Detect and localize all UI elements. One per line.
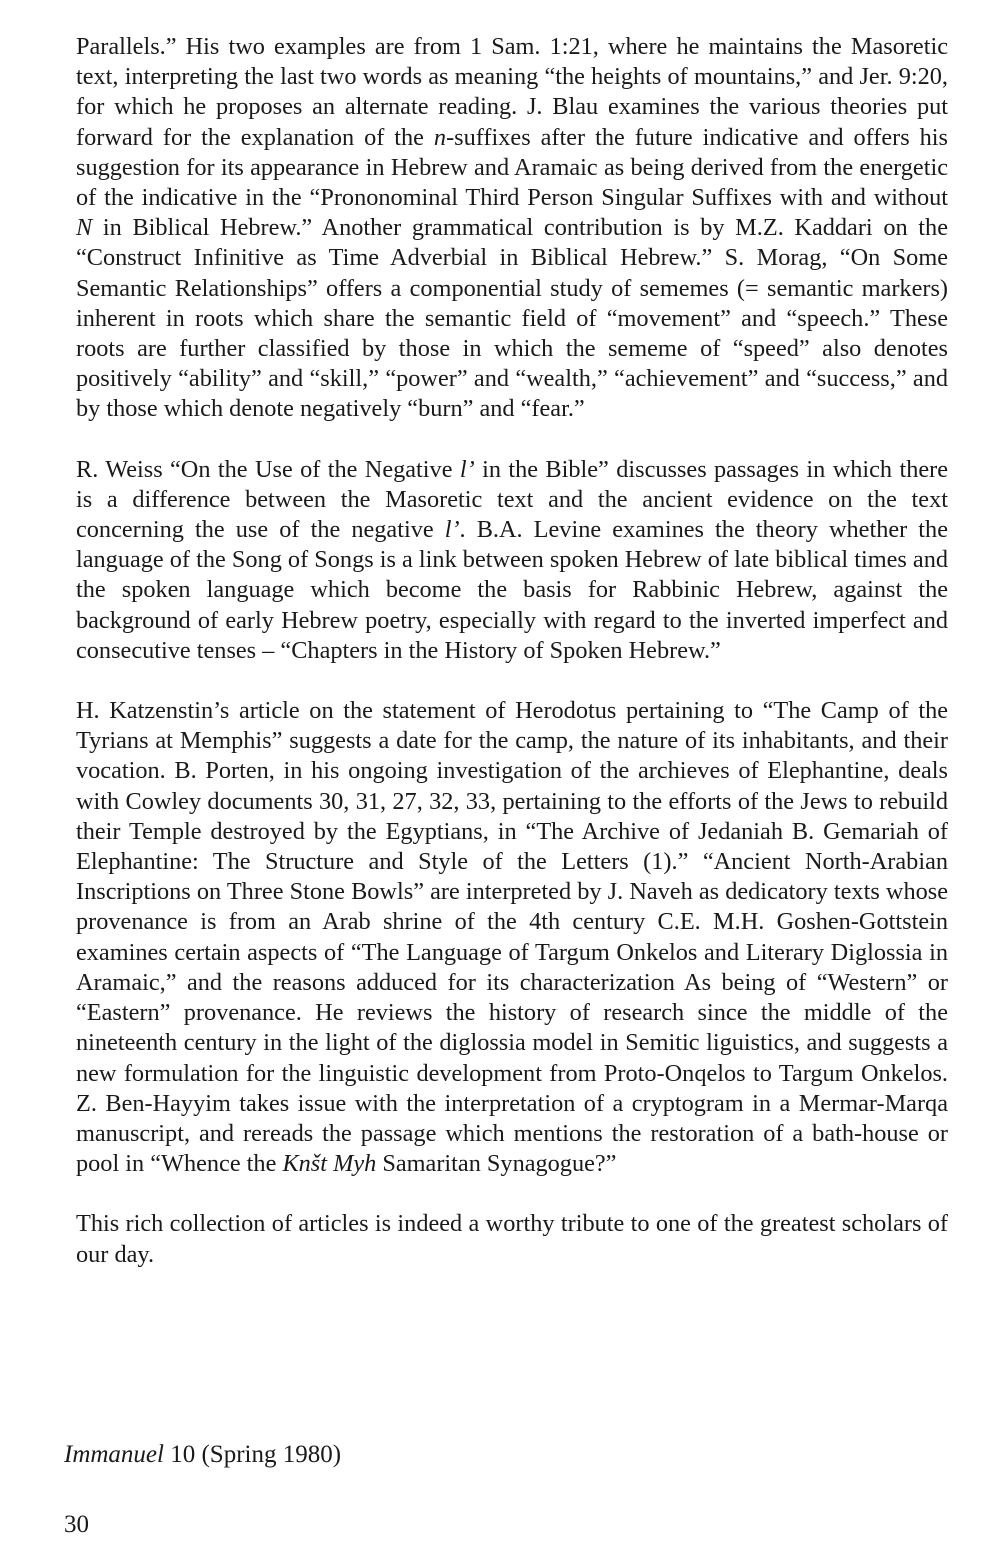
paragraph-2 xyxy=(76,455,948,666)
journal-issue: 10 (Spring 1980) xyxy=(163,1441,342,1468)
text-run: Parallels.” His two examples are from 1 Sam. 1:21, where he maintains the Masoretic text, interpreting the last two words as meaning “the heights of mountains,” and Jer. 9:20, for which he proposes an alternate reading. J. Blau examines the various theories put forward for the explanation of the xyxy=(76,33,948,151)
text-run: in the Bible” discusses passages in which there is a difference between the Masoretic text and the ancient evidence on the text concerning the use of the negative xyxy=(76,455,949,544)
italic-run: l’ xyxy=(444,516,460,544)
text-run: in Biblical Hebrew.” Another grammatical contribution is by M.Z. Kaddari on the “Construct Infinitive as Time Adverbial in Biblical Hebrew.” S. Morag, “On Some Semantic Relationships” offers a componential study of sememes (= semantic markers) inherent in roots which share the semantic field of “movement” and “speech.” These roots are further classified by those in which the sememe of “speed” also denotes positively “ability” and “skill,” “power” and “wealth,” “achievement” and “success,” and by those which denote negatively “burn” and “fear.” xyxy=(76,214,948,423)
journal-title: Immanuel xyxy=(64,1441,164,1468)
italic-run: l’ xyxy=(459,455,475,483)
text-run: Samaritan Synagogue?” xyxy=(376,1150,617,1178)
paragraph-3 xyxy=(76,696,948,1179)
text-run: H. Katzenstin’s article on the statement of Herodotus pertaining to “The Camp of the Tyrians at Memphis” suggests a date for the camp, the nature of its inhabitants, and their vocation. B. Porten, in his ongoing investigation of the archieves of Elephantine, deals with Cowley documents 30, 31, 27, 32, 33, pertaining to the efforts of the Jews to rebuild their Temple destroyed by the Egyptians, in “The Archive of Jedaniah B. Gemariah of Elephantine: The Structure and Style of the Letters (1).” “Ancient North-Arabian Inscriptions on Three Stone Bowls” are interpreted by J. Naveh as dedicatory texts whose provenance is from an Arab shrine of the 4th century C.E. M.H. Goshen-Gottstein examines certain aspects of “The Language of Targum Onkelos and Literary Diglossia in Aramaic,” and the reasons adduced for its characterization As being of “Western” or “Eastern” provenance. He reviews the history of research since the middle of the nineteenth century in the light of the diglossia model in Semitic liguistics, and suggests a new formulation for the linguistic development from Proto-Onqelos to Targum Onkelos. Z. Ben-Hayyim takes issue with the interpretation of a cryptogram in a Mermar-Marqa manuscript, and rereads the passage which mentions the restoration of a bath-house or pool in “Whence the xyxy=(76,697,948,1178)
article-body xyxy=(76,32,948,1270)
text-run: . B.A. Levine examines the theory whether the language of the Song of Songs is a link between spoken Hebrew of late biblical times and the spoken language which become the basis for Rabbinic Hebrew, against the background of early Hebrew poetry, especially with regard to the inverted imperfect and consecutive tenses – “Chapters in the History of Spoken Hebrew.” xyxy=(76,516,948,664)
text-run: This rich collection of articles is indeed a worthy tribute to one of the greatest scholars of our day. xyxy=(76,1210,948,1268)
text-run: R. Weiss “On the Use of the Negative xyxy=(76,455,460,483)
text-run: -suffixes after the future indicative and offers his suggestion for its appearance in Hebrew and Aramaic as being derived from the energetic of the indicative in the “Prononominal Third Person Singular Suffixes with and without xyxy=(76,123,948,212)
paragraph-4 xyxy=(76,1209,948,1269)
italic-run: N xyxy=(76,214,93,242)
page-number: 30 xyxy=(64,1511,89,1538)
italic-run: n xyxy=(433,123,447,151)
paragraph-1 xyxy=(76,32,948,425)
source-citation xyxy=(64,1440,341,1470)
italic-run: Knšt Myh xyxy=(282,1150,377,1178)
